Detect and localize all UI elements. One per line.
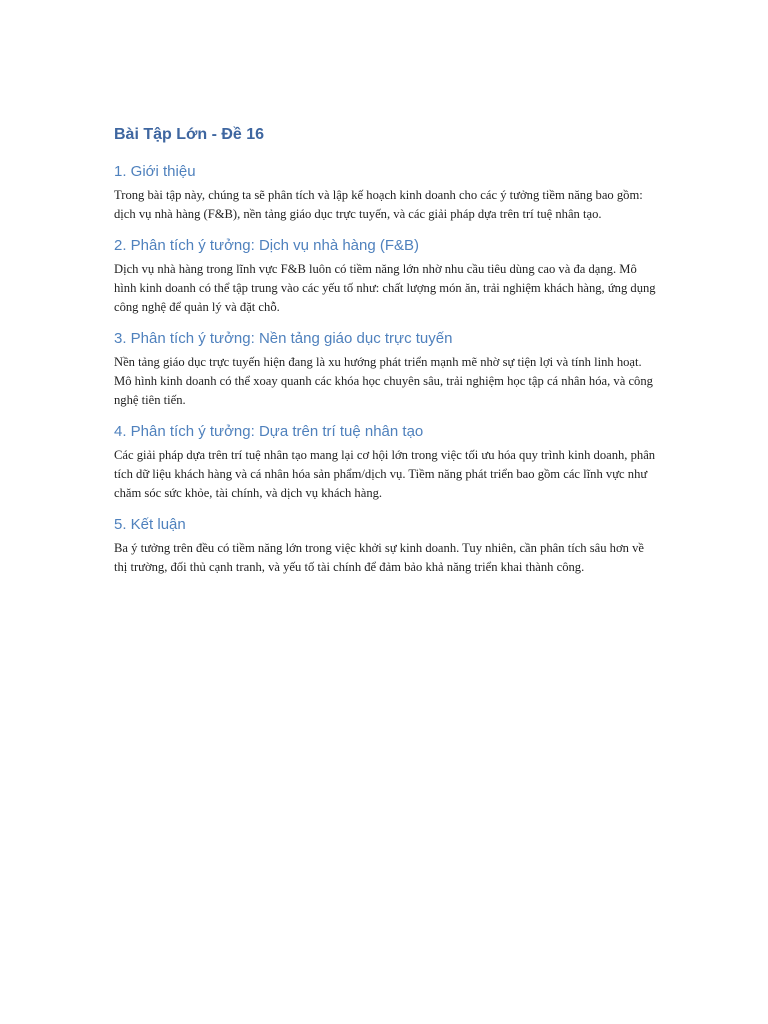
section-body: Trong bài tập này, chúng ta sẽ phân tích và lập kế hoạch kinh doanh cho các ý tưởng tiềm năng bao gồm: dịch vụ nhà hàng (F&B), nền tảng giáo dục trực tuyến, và các giải pháp dựa trên trí tuệ nhân tạo.: [114, 188, 643, 221]
document-page: [114, 124, 658, 589]
section-conclusion: [114, 515, 658, 577]
section-body: Các giải pháp dựa trên trí tuệ nhân tạo mang lại cơ hội lớn trong việc tối ưu hóa quy trình kinh doanh, phân tích dữ liệu khách hàng và cá nhân hóa sản phẩm/dịch vụ. Tiềm năng phát triển bao gồm các lĩnh vực như chăm sóc sức khỏe, tài chính, và dịch vụ khách hàng.: [114, 448, 656, 500]
section-heading: 3. Phân tích ý tưởng: Nền tảng giáo dục trực tuyến: [114, 330, 453, 347]
section-introduction: [114, 162, 658, 224]
section-body: Nền tảng giáo dục trực tuyến hiện đang là xu hướng phát triển mạnh mẽ nhờ sự tiện lợi và tính linh hoạt. Mô hình kinh doanh có thể xoay quanh các khóa học chuyên sâu, trải nghiệm học tập cá nhân hóa, và công nghệ tiên tiến.: [114, 355, 653, 407]
section-heading: 4. Phân tích ý tưởng: Dựa trên trí tuệ nhân tạo: [114, 423, 424, 440]
section-fnb-analysis: [114, 236, 658, 317]
section-heading: 1. Giới thiệu: [114, 163, 196, 180]
document-title: Bài Tập Lớn - Đề 16: [114, 126, 265, 143]
section-body: Ba ý tưởng trên đều có tiềm năng lớn trong việc khởi sự kinh doanh. Tuy nhiên, cần phân tích sâu hơn về thị trường, đối thủ cạnh tranh, và yếu tố tài chính để đảm bảo khả năng triển khai thành công.: [114, 541, 644, 574]
section-heading: 2. Phân tích ý tưởng: Dịch vụ nhà hàng (F&B): [114, 237, 420, 254]
section-body: Dịch vụ nhà hàng trong lĩnh vực F&B luôn có tiềm năng lớn nhờ nhu cầu tiêu dùng cao và đa dạng. Mô hình kinh doanh có thể tập trung vào các yếu tố như: chất lượng món ăn, trải nghiệm khách hàng, ứng dụng công nghệ để quản lý và đặt chỗ.: [114, 262, 656, 314]
section-ai-analysis: [114, 422, 658, 503]
section-heading: 5. Kết luận: [114, 516, 186, 533]
section-online-education-analysis: [114, 329, 658, 410]
